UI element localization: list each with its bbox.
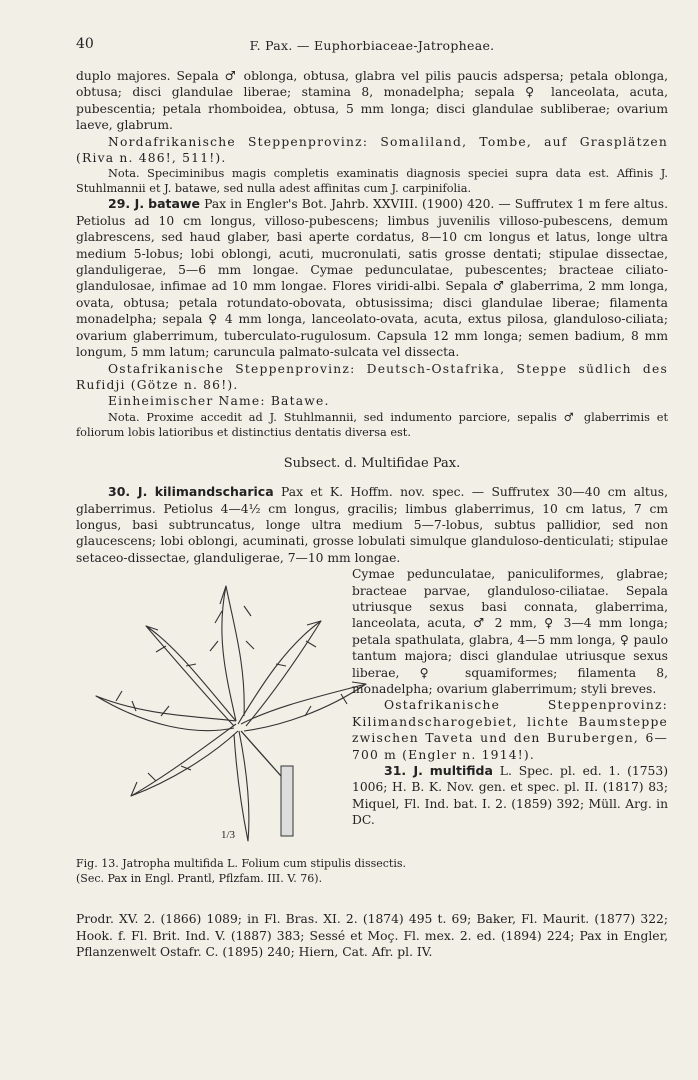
species-30-wrap-column bbox=[352, 566, 668, 829]
species-30-entry bbox=[76, 484, 668, 566]
intro-nota: Nota. Speciminibus magis completis examinatis diagnosis speciei supra data est. Affinis J. Stuhlmannii et J. batawe, sed nulla adest affinitas cum J. carpinifolia. bbox=[76, 167, 668, 196]
species-29-nota: Nota. Proxime accedit ad J. Stuhlmannii, sed indumento parciore, sepalis ♂ glaberrimis et foliorum lobis latioribus et distinctius dentatis diversa est. bbox=[76, 410, 668, 439]
species-31-number: 31. J. bbox=[384, 763, 423, 779]
species-29-distribution: Ostafrikanische Steppenprovinz: Deutsch-Ostafrika, Steppe südlich des Rufidji (Götze n. 86!). bbox=[76, 361, 668, 392]
species-30-text: Pax et K. Hoffm. nov. spec. — Suffrutex 30—40 cm altus, glaberrimus. Petiolus 4—4½ cm longus, gracilis; limbus glaberrimus, 10 cm latus, 7 cm longus, basi subtruncatus, longe ultra medium 5—7-lobus, subtus pallidior, sed non glaucescens; lobi oblongi, acuminati, grosse lobulati simulque glanduloso-denticulati; stipulae setaceo-dissectae, glanduligerae, 7—10 mm longae. bbox=[76, 485, 668, 565]
species-29-name: batawe bbox=[148, 196, 200, 212]
intro-description: duplo majores. Sepala ♂ oblonga, obtusa, glabra vel pilis paucis adspersa; petala oblonga, obtusa; disci glandulae liberae; stamina 8, monadelpha; sepala ♀ lanceolata, acuta, pubescentia; petala rhomboidea, obtusa, 5 mm longa; disci glandulae subliberae; ovarium laeve, glabrum. bbox=[76, 69, 668, 133]
species-29-entry bbox=[76, 196, 668, 360]
leaf-illustration bbox=[76, 566, 396, 856]
figure-13 bbox=[76, 566, 396, 856]
species-31-entry bbox=[352, 763, 668, 829]
subsection-heading: Subsect. d. Multifidae Pax. bbox=[283, 455, 461, 471]
page-header bbox=[76, 36, 668, 56]
species-31-continued: Prodr. XV. 2. (1866) 1089; in Fl. Bras. XI. 2. (1874) 495 t. 69; Baker, Fl. Maurit. (1877) 322; Hook. f. Fl. Brit. Ind. V. (1887) 383; Sessé et Moç. Fl. mex. 2. ed. (1894) 224; Pax in Engler, Pflanzenwelt Ostafr. C. (1895) 240; Hiern, Cat. Afr. pl. IV. bbox=[76, 912, 668, 959]
species-29-vernacular: Einheimischer Name: Batawe. bbox=[108, 394, 330, 409]
species-30-name: kilimandscharica bbox=[154, 484, 274, 500]
species-29-number: 29. J. bbox=[108, 196, 145, 212]
species-31-wrap-text: L. Spec. pl. ed. 1. (1753) 1006; H. B. K. Nov. gen. et spec. pl. II. (1817) 83; Miquel, Fl. Ind. bat. I. 2. (1859) 392; Müll. Arg. in DC. bbox=[352, 764, 668, 828]
species-30-wrap-text: Cymae pedunculatae, paniculiformes, glabrae; bracteae parvae, glanduloso-ciliatae. Sepala utriusque sexus basi connata, glaberrima, lanceolata, acuta, ♂ 2 mm, ♀ 3—4 mm longa; petala spathulata, glabra, 4—5 mm longa, ♀ paulo tantum majora; disci glandulae utriusque sexus liberae, ♀ squamiformes; filamenta 8, monadelpha; ovarium glaberrimum; styli breves. bbox=[352, 567, 668, 696]
running-title: F. Pax. — Euphorbiaceae-Jatropheae. bbox=[249, 38, 495, 53]
species-31-name: multifida bbox=[429, 763, 493, 779]
figure-wrap-block bbox=[76, 566, 668, 1026]
species-29-text: Pax in Engler's Bot. Jahrb. XXVIII. (1900) 420. — Suffrutex 1 m fere altus. Petiolus ad 10 cm longus, villoso-pubescens; limbus juvenilis villoso-pubescens, demum glabrescens, sed haud glaber, basi aperte cordatus, 8—10 cm longus et latus, longe ultra medium 5-lobus; lobi oblongi, acuti, mucronulati, satis grosse dentati; stipulae dissectae, glanduligerae, 5—6 mm longae. Cymae pedunculatae, pubescentes; bracteae ciliato-glandulosae, infimae ad 10 mm longae. Flores viridi-albi. Sepala ♂ glaberrima, 2 mm longa, ovata, obtusa; petala rotundato-obovata, obtusissima; disci glandulae liberae; filamenta monadelpha; sepala ♀ 4 mm longa, lanceolato-ovata, acuta, extus pilosa, glanduloso-ciliata; ovarium glaberrimum, tuberculato-rugulosum. Capsula 12 mm longa; semen badium, 8 mm longum, 5 mm latum; caruncula palmato-sulcata vel dissecta. bbox=[76, 197, 668, 360]
page-body bbox=[76, 68, 668, 1026]
species-30-number: 30. J. bbox=[108, 484, 148, 500]
intro-distribution: Nordafrikanische Steppenprovinz: Somaliland, Tombe, auf Grasplätzen (Riva n. 486!, 511!). bbox=[76, 134, 668, 166]
page-number: 40 bbox=[76, 36, 94, 52]
figure-scale-label: 1/3 bbox=[221, 829, 236, 842]
species-30-distribution: Ostafrikanische Steppenprovinz: Kilimandscharogebiet, lichte Baumsteppe zwischen Taveta und den Burubergen, 6—700 m (Engler n. 1914!). bbox=[352, 698, 668, 762]
figure-caption: Fig. 13. Jatropha multifida L. Folium cum stipulis dissectis. (Sec. Pax in Engl. Prantl, Pflzfam. III. V. 76). bbox=[76, 857, 406, 886]
